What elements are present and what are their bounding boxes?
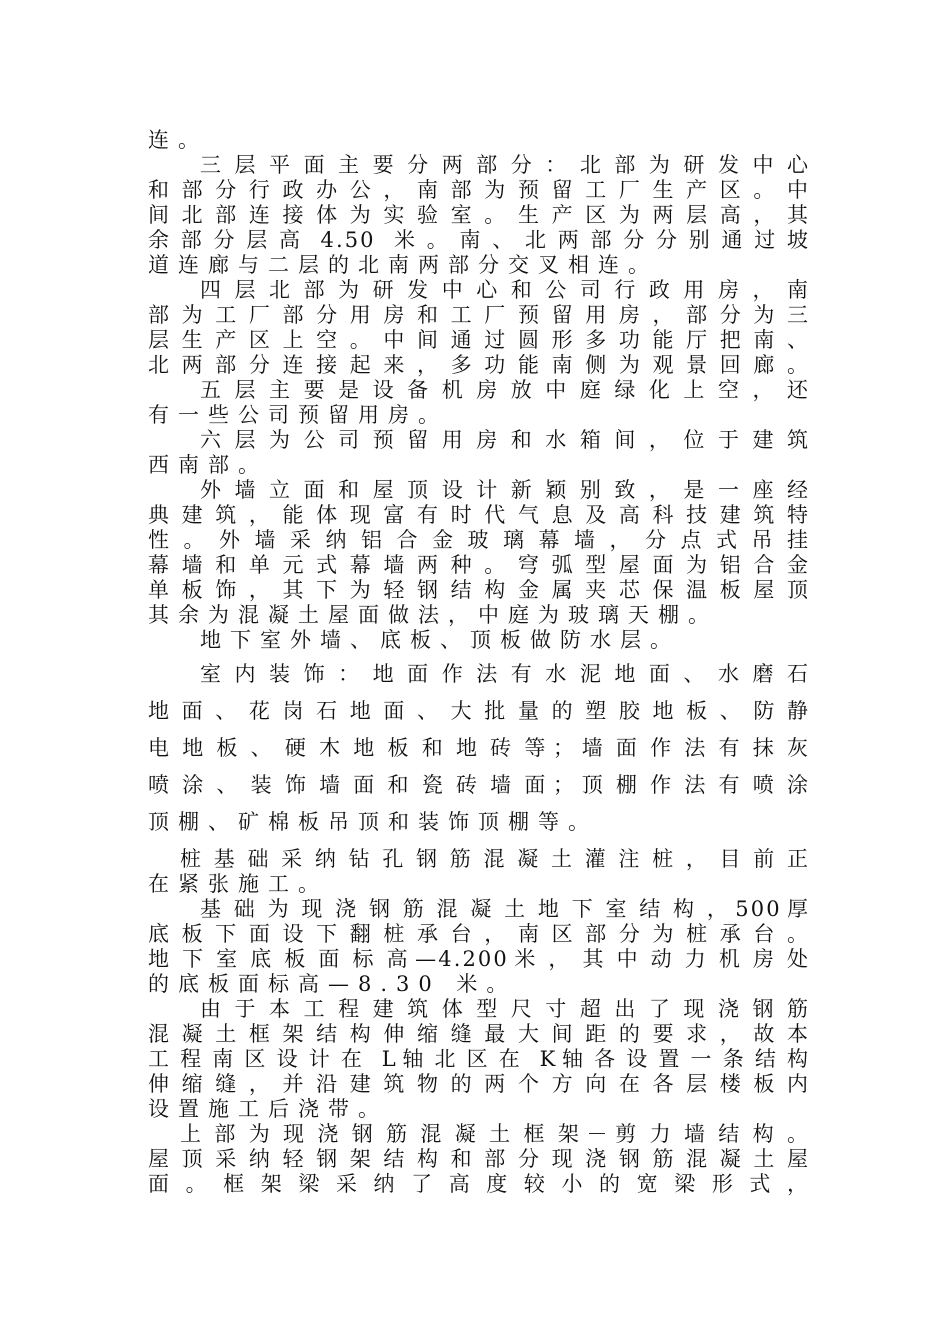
text-line: 喷 涂 、 装 饰 墙 面 和 瓷 砖 墙 面 ； 顶 棚 作 法 有 喷 涂 — [148, 773, 808, 797]
text-line: 和 部 分 行 政 办 公 ， 南 部 为 预 留 工 厂 生 产 区 。 中 — [148, 178, 808, 202]
text-line: 设置施工后浇带。 — [148, 1097, 388, 1121]
text-line: 底 板 下 面 设 下 翻 桩 承 台 ， 南 区 部 分 为 桩 承 台 。 — [148, 922, 808, 946]
text-line: 地下室外墙、底板、顶板做防水层。 — [200, 628, 680, 652]
text-line: 间 北 部 连 接 体 为 实 验 室 。 生 产 区 为 两 层 高 ， 其 — [148, 203, 808, 227]
text-line: 连。 — [148, 128, 208, 152]
text-line: 其余为混凝土屋面做法，中庭为玻璃天棚。 — [148, 603, 718, 627]
text-line: 屋 顶 采 纳 轻 钢 架 结 构 和 部 分 现 浇 钢 筋 混 凝 土 屋 — [148, 1147, 808, 1171]
text-line: 道连廊与二层的北南两部分交叉相连。 — [148, 253, 658, 277]
text-line: 五 层 主 要 是 设 备 机 房 放 中 庭 绿 化 上 空 ， 还 — [200, 378, 808, 402]
text-line: 在紧张施工。 — [148, 872, 328, 896]
text-line: 地 面 、 花 岗 石 地 面 、 大 批 量 的 塑 胶 地 板 、 防 静 — [148, 699, 808, 723]
text-line: 面 。 框 架 梁 采 纳 了 高 度 较 小 的 宽 梁 形 式 ， — [148, 1172, 808, 1196]
text-line: 桩 基 础 采 纳 钻 孔 钢 筋 混 凝 土 灌 注 桩 ， 目 前 正 — [180, 847, 808, 871]
text-line: 顶棚、矿棉板吊顶和装饰顶棚等。 — [148, 810, 598, 834]
text-line: 的底板面标高—8.30 米。 — [148, 972, 517, 996]
text-line: 幕 墙 和 单 元 式 幕 墙 两 种 。 穹 弧 型 屋 面 为 铝 合 金 — [148, 553, 808, 577]
text-line: 电 地 板 、 硬 木 地 板 和 地 砖 等 ； 墙 面 作 法 有 抹 灰 — [148, 736, 808, 760]
text-line: 余 部 分 层 高 4 . 5 0 米 。 南 、 北 两 部 分 分 别 通 过 坡 — [148, 228, 808, 252]
text-line: 有一些公司预留用房。 — [148, 403, 448, 427]
text-line: 典 建 筑 ， 能 体 现 富 有 时 代 气 息 及 高 科 技 建 筑 特 — [148, 503, 808, 527]
text-line: 上 部 为 现 浇 钢 筋 混 凝 土 框 架 － 剪 力 墙 结 构 。 — [180, 1122, 808, 1146]
text-line: 性 。 外 墙 采 纳 铝 合 金 玻 璃 幕 墙 ， 分 点 式 吊 挂 — [148, 528, 808, 552]
text-line: 基 础 为 现 浇 钢 筋 混 凝 土 地 下 室 结 构 ， 5 0 0 厚 — [200, 897, 808, 921]
text-line: 层 生 产 区 上 空 。 中 间 通 过 圆 形 多 功 能 厅 把 南 、 — [148, 328, 808, 352]
text-line: 外 墙 立 面 和 屋 顶 设 计 新 颖 别 致 ， 是 一 座 经 — [200, 478, 808, 502]
text-line: 工 程 南 区 设 计 在 L 轴 北 区 在 K 轴 各 设 置 一 条 结 构 — [148, 1047, 808, 1071]
text-line: 六 层 为 公 司 预 留 用 房 和 水 箱 间 ， 位 于 建 筑 — [200, 428, 808, 452]
text-line: 部 为 工 厂 部 分 用 房 和 工 厂 预 留 用 房 ， 部 分 为 三 — [148, 303, 808, 327]
text-line: 北 两 部 分 连 接 起 来 ， 多 功 能 南 侧 为 观 景 回 廊 。 — [148, 353, 808, 377]
text-line: 三 层 平 面 主 要 分 两 部 分 ： 北 部 为 研 发 中 心 — [200, 153, 808, 177]
text-line: 四 层 北 部 为 研 发 中 心 和 公 司 行 政 用 房 ， 南 — [200, 278, 808, 302]
text-line: 伸 缩 缝 ， 并 沿 建 筑 物 的 两 个 方 向 在 各 层 楼 板 内 — [148, 1072, 808, 1096]
text-line: 单 板 饰 ， 其 下 为 轻 钢 结 构 金 属 夹 芯 保 温 板 屋 顶 — [148, 578, 808, 602]
text-line: 地 下 室 底 板 面 标 高 — 4 . 2 0 0 米 ， 其 中 动 力 机 房 处 — [148, 947, 808, 971]
text-line: 室 内 装 饰 ： 地 面 作 法 有 水 泥 地 面 、 水 磨 石 — [200, 662, 808, 686]
text-line: 混 凝 土 框 架 结 构 伸 缩 缝 最 大 间 距 的 要 求 ， 故 本 — [148, 1022, 808, 1046]
text-line: 西南部。 — [148, 453, 268, 477]
text-line: 由 于 本 工 程 建 筑 体 型 尺 寸 超 出 了 现 浇 钢 筋 — [200, 997, 808, 1021]
